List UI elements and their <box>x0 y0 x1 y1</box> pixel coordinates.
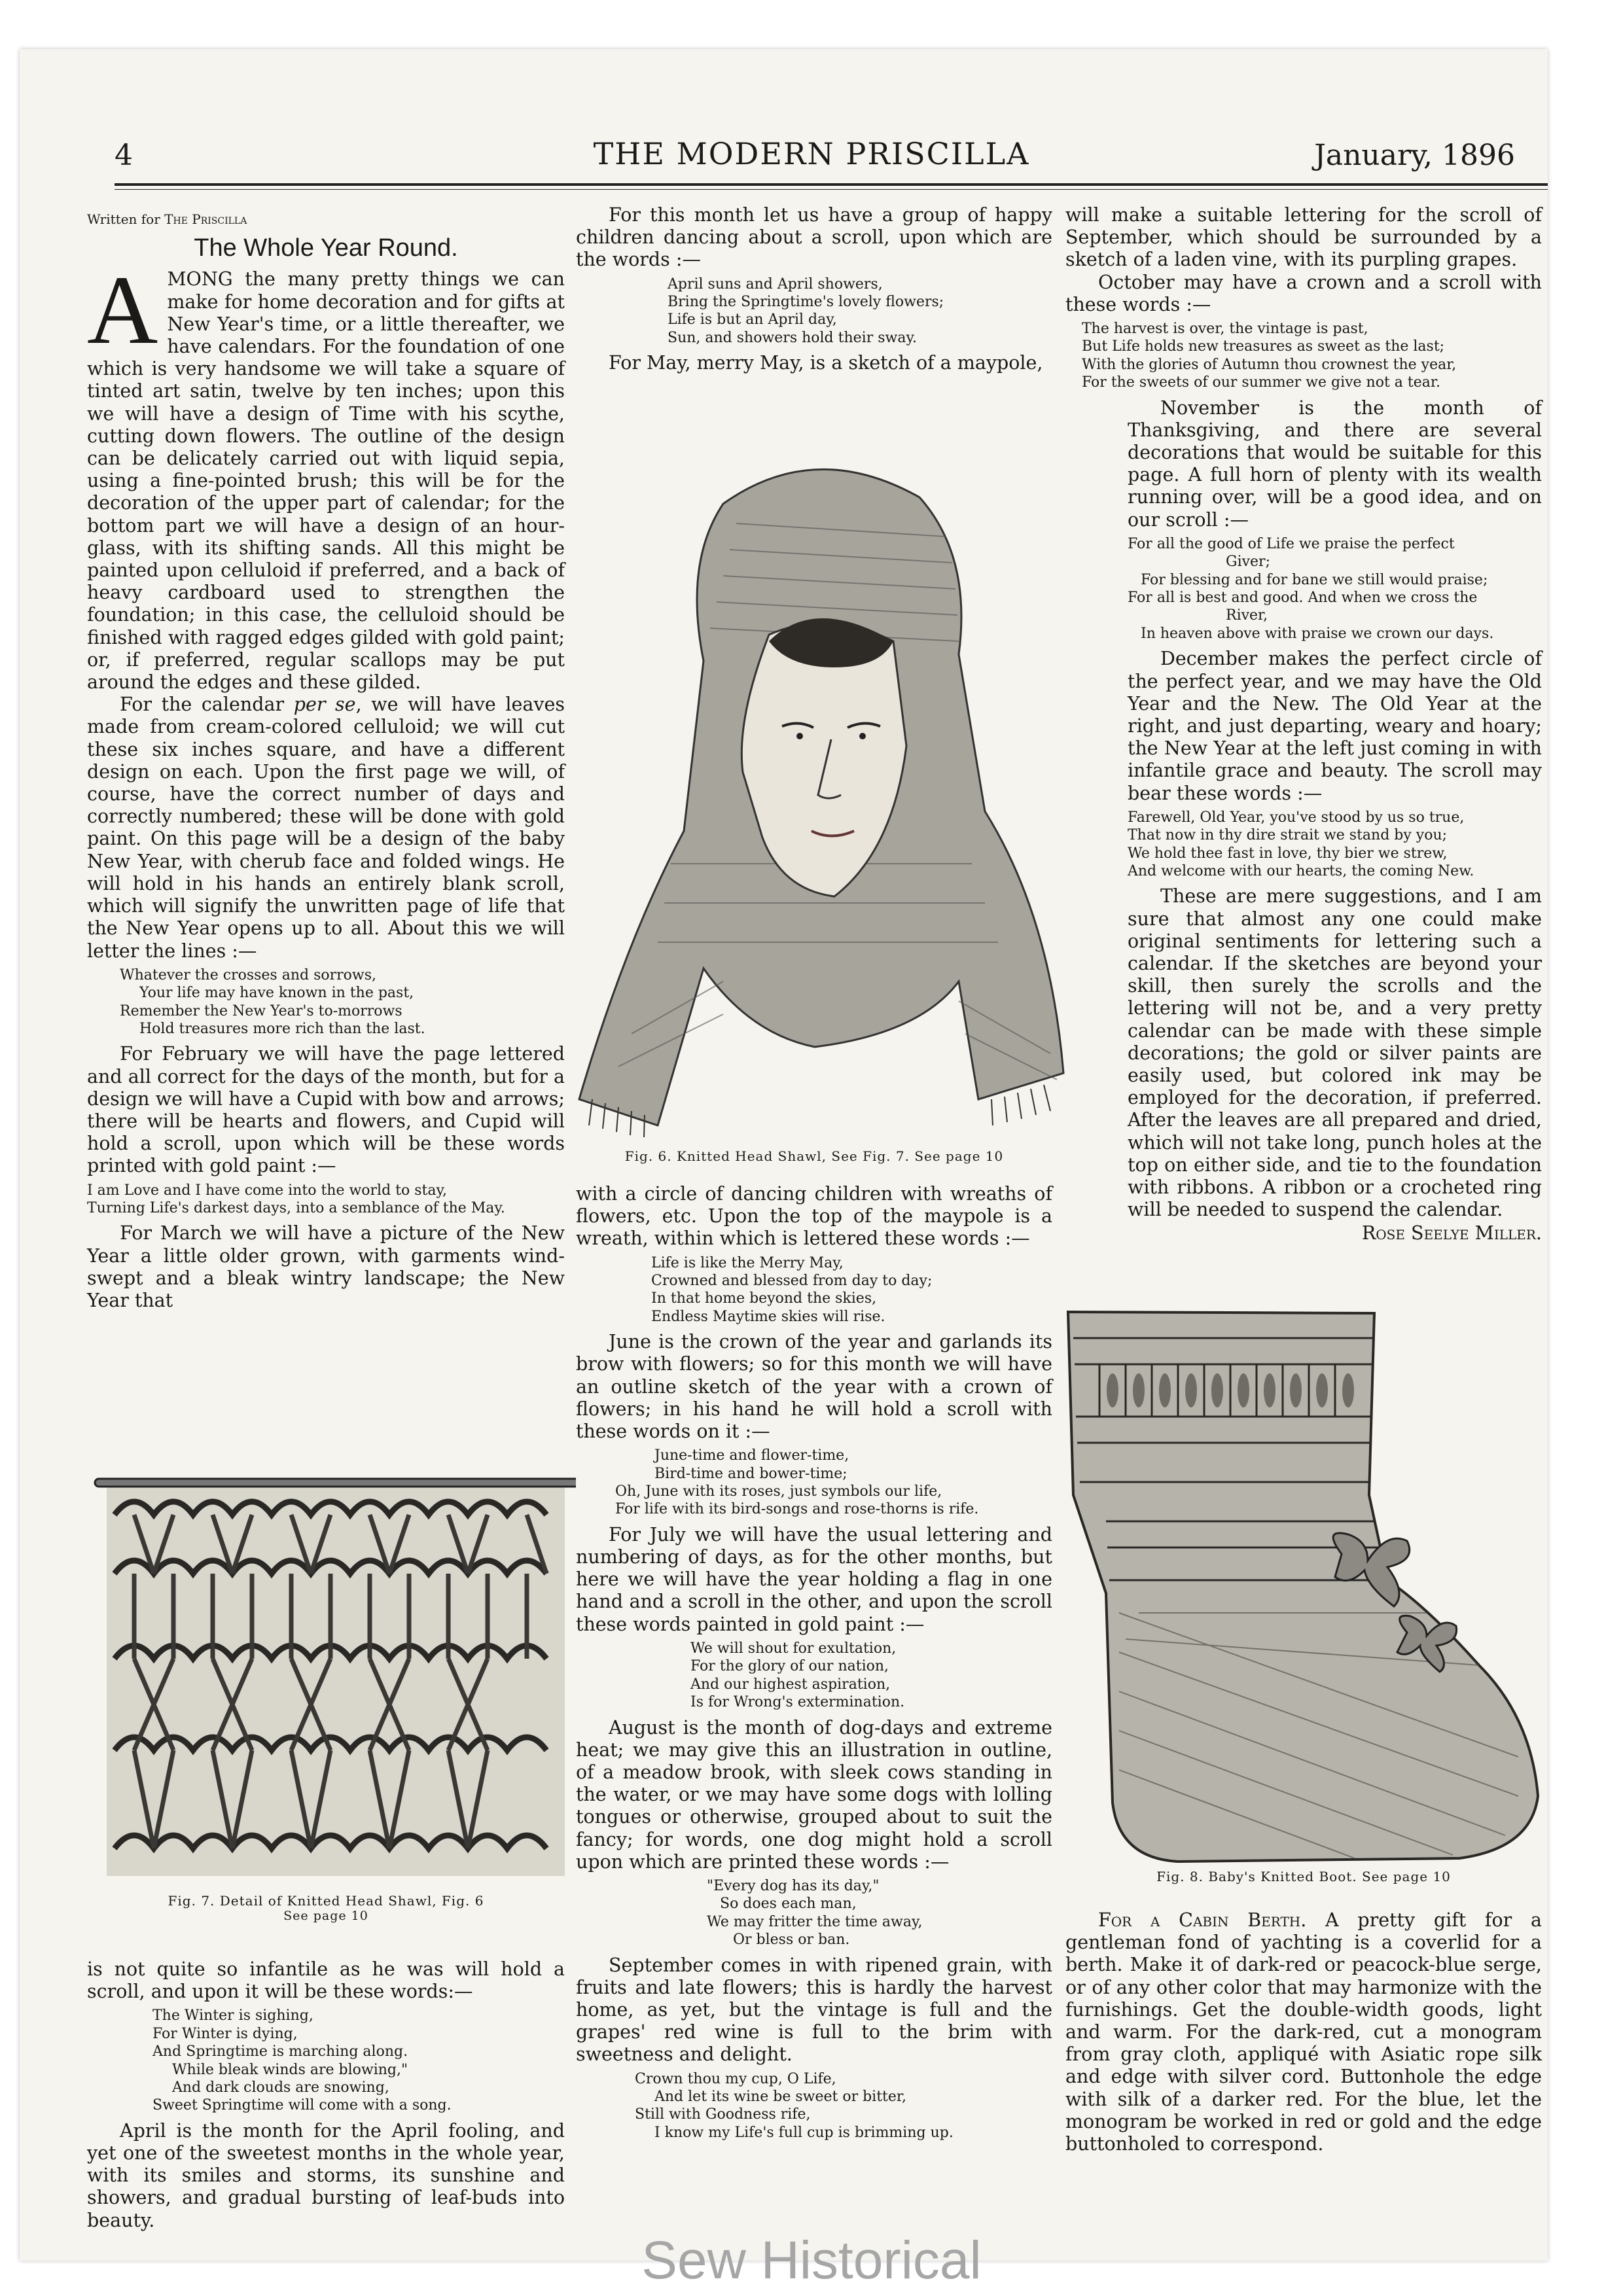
april-paragraph: April is the month for the April fooling, and yet one of the sweetest months in the whole year, with its smiles and storms, its sunshine and showers, and gradual bursting of leaf-buds into beauty. <box>87 2119 565 2231</box>
head-shawl-illustration <box>553 445 1103 1139</box>
fig6-caption: Fig. 6. Knitted Head Shawl, See Fig. 7. See page 10 <box>624 1148 1004 1164</box>
baby-boot-drawing <box>1060 1299 1551 1875</box>
header-rule-thin <box>115 189 1548 190</box>
poem-october: The harvest is over, the vintage is past, But Life holds new treasures as sweet as the last; With the glories of Autumn thou crownest the year, For the sweets of our summer we give not a tear. <box>1082 321 1457 391</box>
fig8-caption: Fig. 8. Baby's Knitted Boot. See page 10 <box>1156 1869 1451 1884</box>
calendar-paragraph: For the calendar per se, we will have leaves made from cream-colored celluloid; we will cut these six inches square, and have a different design on each. Upon the first page we will, of course, have the correct number of days and correctly numbered; these will be done with gold paint. On this page will be a design of the baby New Year, with cherub face and folded wings. He will hold in his hands an entirely blank scroll, which will signify the unwritten page of life that the New Year opens up to all. About this we will letter the lines :— <box>87 694 565 962</box>
poem-december: Farewell, Old Year, you've stood by us so true, That now in thy dire strait we stand by you; We hold thee fast in love, thy bier we strew, And welcome with our hearts, the coming New. <box>1128 809 1474 879</box>
may-paragraph-continued: with a circle of dancing children with wreaths of flowers, etc. Upon the top of the maypole is a wreath, within which is lettered these words :— <box>576 1183 1052 1250</box>
october-paragraph: October may have a crown and a scroll with these words :— <box>1065 271 1542 315</box>
author-signature: Rose Seelye Miller. <box>1361 1222 1542 1245</box>
june-paragraph: June is the crown of the year and garlands its brow with flowers; so for this month we will have an outline sketch of the year with a crown of flowers; in his hand he will hold a scroll with these words on it :— <box>576 1331 1052 1443</box>
december-paragraph: December makes the perfect circle of the perfect year, and we may have the Old Year and the New. The Old Year at the right, and just departing, weary and hoary; the New Year at the left just coming in with infantile grace and beauty. The scroll may bear these words :— <box>1128 648 1542 804</box>
poem-november: For all the good of Life we praise the perfect Giver; For blessing and for bane we still would praise; For all is best and good. And when we cross the River, In heaven above with praise we crown our days. <box>1128 535 1494 642</box>
september-paragraph-continued: will make a suitable lettering for the scroll of September, which should be surrounded by a sketch of a laden vine, with its purpling grapes. <box>1065 204 1542 271</box>
poem-february: I am Love and I have come into the world to stay, Turning Life's darkest days, into a semblance of the May. <box>87 1182 505 1216</box>
august-paragraph: August is the month of dog-days and extreme heat; we may give this an illustration in outline, of a meadow brook, with sleek cows standing in the water, or we may have some dogs with lolling tongues or otherwise, grouped about to suit the fancy; for words, one dog might hold a scroll upon which are printed these words :— <box>576 1716 1052 1873</box>
july-paragraph: For July we will have the usual lettering and numbering of days, as for the other months, but here we will have the year holding a flag in one hand and a scroll in the other, and upon the scroll these words painted in gold paint :— <box>576 1523 1052 1635</box>
article-title: The Whole Year Round. <box>194 234 458 262</box>
poem-september: Crown thou my cup, O Life, And let its wine be sweet or bitter, Still with Goodness rife, I know my Life's full cup is brimming up. <box>635 2070 954 2141</box>
column-1-bottom <box>87 1958 565 2232</box>
column-2-top <box>576 204 1052 374</box>
head-shawl-drawing <box>553 445 1103 1139</box>
february-paragraph: For February we will have the page lettered and all correct for the days of the month, but for a design we will have a Cupid with bow and arrows; there will be hearts and flowers, and Cupid will hold a scroll, upon which will be these words printed with gold paint :— <box>87 1043 565 1177</box>
header-rule <box>115 183 1548 186</box>
column-2-bottom <box>576 1183 1052 2147</box>
fig7-caption: Fig. 7. Detail of Knitted Head Shawl, Fig. 6 See page 10 <box>168 1893 484 1923</box>
march-paragraph: For March we will have a picture of the New Year a little older grown, with garments wind-swept and a bleak wintry landscape; the New Year that <box>87 1222 565 1311</box>
cabin-berth-paragraph: For a Cabin Berth. A pretty gift for a gentleman fond of yachting is a coverlid for a berth. Make it of dark-red or peacock-blue serge, or of any other color that may harmonize with the furnishings. Get the double-width goods, light and warm. For the dark-red, cut a monogram from gray cloth, appliqué with Asiatic rope silk and edge with silver cord. Buttonhole the edge with silk of a darker red. For the blue, let the monogram be worked in red or gold and the edge buttonholed to correspond. <box>1065 1909 1542 2155</box>
knitting-detail-illustration <box>75 1443 576 1888</box>
masthead: THE MODERN PRISCILLA <box>593 136 1030 171</box>
poem-january: Whatever the crosses and sorrows, Your life may have known in the past, Remember the New Year's to-morrows Hold treasures more rich than the last. <box>120 966 425 1037</box>
cabin-berth-section <box>1065 1909 1542 2155</box>
drop-cap: A <box>87 256 158 365</box>
poem-july: We will shout for exultation, For the glory of our nation, And our highest aspiration, Is for Wrong's extermination. <box>690 1640 905 1711</box>
issue-date: January, 1896 <box>1314 139 1515 172</box>
april-children-paragraph: For this month let us have a group of happy children dancing about a scroll, upon which are the words :— <box>576 204 1052 271</box>
september-paragraph: September comes in with ripened grain, with fruits and late flowers; this is hardly the harvest home, as yet, but the vintage is full and the grapes' red wine is full to the brim with sweetness and delight. <box>576 1954 1052 2066</box>
closing-paragraph: These are mere suggestions, and I am sure that almost any one could make original sentiments for lettering such a calendar. If the sketches are beyond your skill, then surely the scrolls and the lettering will not be, and a very pretty calendar can be made with these simple decorations; the gold or silver paints are easily used, but colored ink may be employed for the decoration, if preferred. After the leaves are all prepared and dried, which will not take long, punch holes at the top on either side, and tie to the foundation with ribbons. A ribbon or a crocheted ring will be needed to suspend the calendar. <box>1128 885 1542 1221</box>
intro-paragraph: AMONG the many pretty things we can make for home decoration and for gifts at New Year's time, or a little thereafter, we have calendars. For the foundation of one which is very handsome we will take a square of tinted art satin, twelve by ten inches; upon this we will have a design of Time with his scythe, cutting down flowers. The outline of the design can be delicately carried out with liquid sepia, using a fine-pointed brush; this will be for the decoration of the upper part of calendar; for the bottom part we will have a design of an hour-glass, with its shifting sands. All this might be painted upon celluloid if preferred, and a back of heavy cardboard used to strengthen the foundation; in this case, the celluloid should be finished with ragged edges gilded with gold paint; or, if preferred, regular scallops may be put around the edges and these gilded. <box>87 256 565 694</box>
column-3 <box>1065 204 1542 1245</box>
poem-june: June-time and flower-time, Bird-time and bower-time; Oh, June with its roses, just symbols our life, For life with its bird-songs and rose-thorns is rife. <box>615 1447 979 1518</box>
march-paragraph-continued: is not quite so infantile as he was will hold a scroll, and upon it will be these words:— <box>87 1958 565 2003</box>
poem-march: The Winter is sighing, For Winter is dying, And Springtime is marching along. While bleak winds are blowing," And dark clouds are snowing, Sweet Springtime will come with a song. <box>152 2007 452 2114</box>
baby-boot-illustration <box>1060 1299 1551 1875</box>
column-1 <box>87 208 565 1312</box>
cabin-berth-heading: For a Cabin Berth. <box>1098 1909 1307 1931</box>
knitting-detail-drawing <box>75 1443 576 1888</box>
watermark: Sew Historical <box>641 2231 982 2290</box>
may-paragraph: For May, merry May, is a sketch of a maypole, <box>609 352 1043 374</box>
poem-august: "Every dog has its day," So does each man, We may fritter the time away, Or bless or ban. <box>707 1877 923 1949</box>
november-paragraph: November is the month of Thanksgiving, and there are several decorations that would be suitable for this page. A full horn of plenty with its wealth running over, will be a good idea, and on our scroll :— <box>1128 397 1542 531</box>
written-for-line: Written for The Priscilla <box>87 211 247 227</box>
poem-april: April suns and April showers, Bring the Springtime's lovely flowers; Life is but an April day, Sun, and showers hold their sway. <box>668 275 944 346</box>
poem-may: Life is like the Merry May, Crowned and blessed from day to day; In that home beyond the skies, Endless Maytime skies will rise. <box>651 1254 933 1325</box>
page-number: 4 <box>115 139 133 172</box>
